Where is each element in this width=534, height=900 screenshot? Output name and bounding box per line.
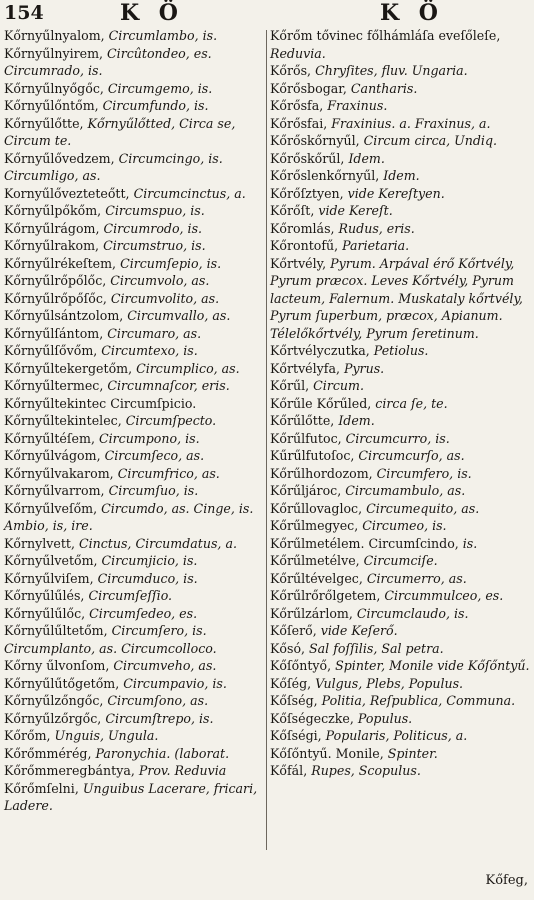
dictionary-entry: Kőrtvélyfa, Pyrus. xyxy=(270,360,385,376)
dictionary-entry: Kőrőskőrűl, Idem. xyxy=(270,150,385,166)
dictionary-entry: Kőrnyűlvetőm, Circumjicio, is. xyxy=(4,553,198,568)
dictionary-entry: Kőrősfa, Fraxinus. xyxy=(270,98,388,113)
dictionary-entry: Kőrnyűlrőpőſőc, Circumvolito, as. xyxy=(4,290,220,306)
dictionary-entry: Kőrnyűlzőrgőc, Circumſtrepo, is. xyxy=(4,710,214,726)
dictionary-entry: Kőrnyűlſántom, Circumaro, as. xyxy=(4,325,202,341)
dictionary-entry: Kőrősbogar, Cantharis. xyxy=(270,80,418,96)
page-header xyxy=(0,0,534,26)
dictionary-entry: Kőrtvélyczutka, Petiolus. xyxy=(270,343,429,358)
dictionary-entry: Kőrnyűlőtte, Kőrnyűlőtted, Circa se, Circum te. xyxy=(4,115,240,148)
dictionary-entry: Kőrnyűltéſem, Circumpono, is. xyxy=(4,430,200,446)
dictionary-entry: Kőrtvély, Pyrum. Arpával érő Kőrtvély, Pyrum præcox. Leves Kőrtvély, Pyrum lacteum, Falernum. Muskataly kőrtvély, Pyrum ſuperbum, præcox, Apianum. Télelőkőrtvély, Pyrum ſeretinum. xyxy=(270,255,527,341)
dictionary-entry: Kőrnyűlpőkőm, Circumspuo, is. xyxy=(4,203,205,218)
dictionary-entry: Kőrnyűlnyirem, Circûtondeo, es. Circumrado, is. xyxy=(4,45,216,78)
dictionary-entry: Kőfál, Rupes, Scopulus. xyxy=(270,763,421,778)
dictionary-entry: Kőrnyűlviſem, Circumduco, is. xyxy=(4,570,198,586)
dictionary-entry: Kőrnyűlővedzem, Circumcingo, is. Circumligo, as. xyxy=(4,150,227,183)
dictionary-entry: Kőrőmſelni, Unguibus Lacerare, fricari, Ladere. xyxy=(4,780,262,813)
dictionary-entry: Kőrősfai, Fraxinius. a. Fraxinus, a. xyxy=(270,115,491,131)
dictionary-entry: Kőrnyűltekintelec, Circumſpecto. xyxy=(4,413,217,428)
dictionary-entry: Kőrnyűlrágom, Circumrodo, is. xyxy=(4,220,203,236)
dictionary-entry: Kőromlás, Rudus, eris. xyxy=(270,220,415,236)
dictionary-entry: Kőrnyűlnyalom, Circumlambo, is. xyxy=(4,28,218,43)
dictionary-entry: Kőrőmmeregbántya, Prov. Reduvia xyxy=(4,763,227,778)
running-head-right: K Ö xyxy=(380,0,444,26)
dictionary-entry: Kőrnyűlrakom, Circumstruo, is. xyxy=(4,238,206,253)
dictionary-entry: Kőſőntyű. Monile, Spinter. xyxy=(270,745,438,761)
dictionary-entry: Kőſég, Vulgus, Plebs, Populus. xyxy=(270,675,464,691)
dictionary-entry: Kűrűlfutoſoc, Circumcurſo, as. xyxy=(270,448,465,463)
column-divider xyxy=(266,30,267,850)
dictionary-entry: Kőrűlmetélem. Circumſcindo, is. xyxy=(270,535,478,551)
dictionary-entry: Kőrnyűltermec, Circumnaſcor, eris. xyxy=(4,378,230,393)
left-column xyxy=(4,27,266,815)
dictionary-entry: Kőrőskőrnyűl, Circum circa, Undiq. xyxy=(270,133,498,148)
catchword: Kőfeg, xyxy=(485,873,528,888)
dictionary-entry: Kőrnyűlveſőm, Circumdo, as. Cinge, is. Ambio, is, ire. xyxy=(4,500,258,533)
dictionary-entry: Kőrőslenkőrnyűl, Idem. xyxy=(270,168,420,183)
dictionary-entry: Kőſség, Politia, Reſpublica, Communa. xyxy=(270,693,516,708)
dictionary-entry: Kőrnyűlrékeſtem, Circumſepio, is. xyxy=(4,255,222,271)
dictionary-entry: Kőrűlrőrőlgetem, Circummulceo, es. xyxy=(270,588,504,603)
dictionary-entry: Kőrontofű, Parietaria. xyxy=(270,238,410,253)
dictionary-entry: Kőrnyűltekintec Circumſpicio. xyxy=(4,395,197,411)
dictionary-entry: Kőſerő, vide Keſerő. xyxy=(270,623,398,638)
dictionary-entry: Kőſségi, Popularis, Politicus, a. xyxy=(270,728,468,743)
dictionary-entry: Kőrűlőtte, Idem. xyxy=(270,413,375,428)
dictionary-entry: Kőrőm, Unguis, Ungula. xyxy=(4,728,159,743)
dictionary-entry: Kőrűlhordozom, Circumfero, is. xyxy=(270,465,472,481)
dictionary-entry: Kőrűltévelgec, Circumerro, as. xyxy=(270,570,467,586)
dictionary-entry: Kőrőſt, vide Kereſt. xyxy=(270,203,393,218)
dictionary-entry: Kőrnyűlvágom, Circumſeco, as. xyxy=(4,448,205,463)
dictionary-entry: Kőrűlmegyec, Circumeo, is. xyxy=(270,518,447,533)
dictionary-entry: Kőrűle Kőrűled, circa ſe, te. xyxy=(270,395,448,411)
dictionary-entry: Kőrnyűlvarrom, Circumſuo, is. xyxy=(4,483,199,498)
dictionary-entry: Kőrűlmetélve, Circumciſe. xyxy=(270,553,438,568)
dictionary-entry: Kőrnyűlűltetőm, Circumſero, is. Circumplanto, as. Circumcolloco. xyxy=(4,623,217,656)
dictionary-entry: Kőrűlfutoc, Circumcurro, is. xyxy=(270,430,450,446)
dictionary-entry: Kőſségeczke, Populus. xyxy=(270,710,413,726)
dictionary-entry: Kőrnyűlſővőm, Circumtexo, is. xyxy=(4,343,198,358)
dictionary-entry: Kőrűlzárlom, Circumclaudo, is. xyxy=(270,605,469,621)
page-number: 154 xyxy=(4,2,44,24)
dictionary-entry: Kőrnyűltekergetőm, Circumplico, as. xyxy=(4,360,240,376)
dictionary-entry: Kőrnyűlzőngőc, Circumſono, as. xyxy=(4,693,209,708)
dictionary-entry: Kőrnyűlűlés, Circumſeſſio. xyxy=(4,588,173,603)
dictionary-entry: Kőrnyűlőntőm, Circumfundo, is. xyxy=(4,98,209,113)
dictionary-entry: Kőrny űlvonſom, Circumveho, as. xyxy=(4,658,217,673)
dictionary-entry: Kőrnyűlvakarom, Circumfrico, as. xyxy=(4,465,220,481)
dictionary-entry: Kőrnyűlnyőgőc, Circumgemo, is. xyxy=(4,80,213,96)
dictionary-entry: Kőrnyűlűlőc, Circumſedeo, es. xyxy=(4,605,198,621)
right-column xyxy=(270,27,532,780)
dictionary-entry: Kőrőmmérég, Paronychia. (laborat. xyxy=(4,745,230,761)
dictionary-entry: Kőrnyűlrőpőlőc, Circumvolo, as. xyxy=(4,273,210,288)
dictionary-entry: Kőrűllovagloc, Circumequito, as. xyxy=(270,500,480,516)
dictionary-entry: Kőrnylvett, Cinctus, Circumdatus, a. xyxy=(4,535,237,551)
dictionary-entry: Kőrős, Chryſites, fluv. Ungaria. xyxy=(270,63,468,78)
running-head-left: K Ö xyxy=(120,0,184,26)
dictionary-entry: Kőrűl, Circum. xyxy=(270,378,364,393)
dictionary-entry: Kőrőm tővinec főlhámláſa eveſőleſe, Reduvia. xyxy=(270,28,505,61)
dictionary-entry: Kőrnyűlsántzolom, Circumvallo, as. xyxy=(4,308,231,323)
dictionary-entry: Kornyűlővezteteőtt, Circumcinctus, a. xyxy=(4,185,246,201)
dictionary-entry: Kőrnyűlűtőgetőm, Circumpavio, is. xyxy=(4,675,227,691)
dictionary-entry: Kősó, Sal foſſilis, Sal petra. xyxy=(270,640,444,656)
dictionary-entry: Kőrűljároc, Circumambulo, as. xyxy=(270,483,466,498)
dictionary-entry: Kőrőſztyen, vide Kereſtyen. xyxy=(270,185,445,201)
dictionary-entry: Kőſőntyő, Spinter, Monile vide Kőſőntyű. xyxy=(270,658,530,673)
